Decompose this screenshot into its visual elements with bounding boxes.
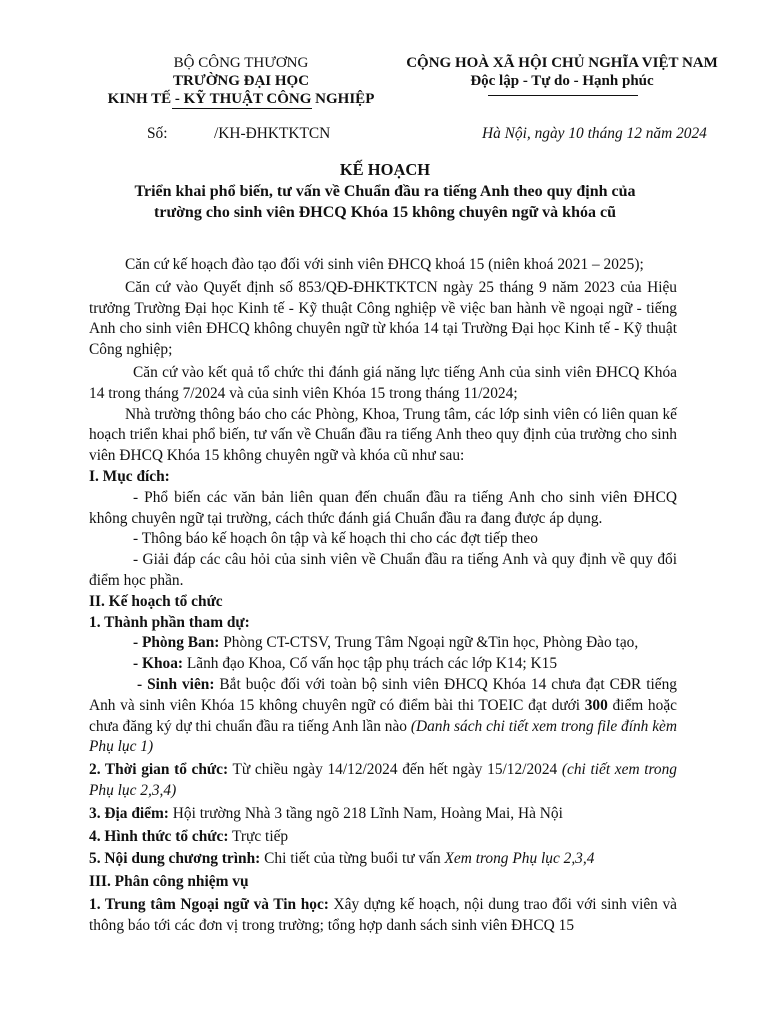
document-subtitle-line1: Triển khai phổ biến, tư vấn về Chuẩn đầu ra tiếng Anh theo quy định của [134,183,636,200]
program-appendix-note: Xem trong Phụ lục 2,3,4 [444,850,595,868]
document-title: KẾ HOẠCH [339,160,431,179]
national-motto-block [392,54,732,90]
participants-faculties [89,654,677,675]
issuer-underline [172,108,312,109]
document-title-block [80,160,690,223]
format-label: 4. Hình thức tổ chức: [89,827,229,845]
time-text: Từ chiều ngày 14/12/2024 đến hết ngày 15/12/2024 [228,761,562,779]
students-text-1: Bắt buộc đối với toàn bộ sinh viên ĐHCQ Khóa 14 chưa đạt CĐR tiếng Anh và sinh viên Khóa 15 không chuyên ngữ có điểm bài thi TOEIC đạt dưới [89,675,677,714]
purpose-item-3: - Giải đáp các câu hỏi của sinh viên về Chuẩn đầu ra tiếng Anh và quy định về quy đổi điểm học phần. [89,551,677,589]
basis-paragraph-3: Căn cứ vào kết quả tổ chức thi đánh giá năng lực tiếng Anh của sinh viên ĐHCQ Khóa 14 trong tháng 7/2024 và của sinh viên Khóa 15 trong tháng 11/2024; [89,363,677,402]
time-label: 2. Thời gian tổ chức: [89,761,229,779]
faculties-label: - Khoa: [133,655,184,673]
departments-label: - Phòng Ban: [133,634,220,652]
program-label: 5. Nội dung chương trình: [89,850,261,868]
program-text: Chi tiết của từng buổi tư vấn [260,850,445,868]
document-subtitle-line2: trường cho sinh viên ĐHCQ Khóa 15 không chuyên ngữ và khóa cũ [154,204,616,221]
country-name: CỘNG HOÀ XÃ HỘI CHỦ NGHĨA VIỆT NAM [406,55,718,71]
students-text-2: điểm hoặc chưa đăng ký dự thi chuẩn đầu ra tiếng Anh lần nào [89,696,677,735]
program-item [89,849,677,870]
basis-paragraph-2: Căn cứ vào Quyết định số 853/QĐ-ĐHKTKTCN ngày 25 tháng 9 năm 2023 của Hiệu trưởng Trường Đại học Kinh tế - Kỹ thuật Công nghiệp về việc ban hành về ngoại ngữ - tiếng Anh cho sinh viên ĐHCQ không chuyên ngữ từ khóa 14 tại Trường Đại học Kinh tế - Kỹ thuật Công nghiệp; [89,278,677,359]
language-center-label: 1. Trung tâm Ngoại ngữ và Tin học: [89,895,329,913]
language-center-text: Xây dựng kế hoạch, nội dung trao đổi với sinh viên và thông báo tới các đơn vị trong trường; tổng hợp danh sách sinh viên ĐHCQ 15 [89,895,677,934]
students-appendix-note: (Danh sách chi tiết xem trong file đính kèm Phụ lục 1) [89,717,678,756]
university-name-line1: TRƯỜNG ĐẠI HỌC [172,73,310,89]
participants-departments [89,633,677,654]
location-label: 3. Địa điểm: [89,804,169,822]
participants-heading: 1. Thành phần tham dự: [89,613,250,631]
location-item [89,804,677,825]
toeic-threshold: 300 [584,696,608,714]
purpose-item-2: - Thông báo kế hoạch ôn tập và kế hoạch thi cho các đợt tiếp theo [133,530,538,548]
motto-underline [488,95,638,96]
format-item [89,827,677,848]
departments-text: Phòng CT-CTSV, Trung Tâm Ngoại ngữ &Tin học, Phòng Đào tạo, [219,634,639,652]
format-text: Trực tiếp [228,827,289,845]
issuer-block [96,54,386,108]
time-item [89,760,677,802]
participants-students [89,675,677,758]
document-body [89,255,677,937]
location-text: Hội trường Nhà 3 tầng ngõ 218 Lĩnh Nam, Hoàng Mai, Hà Nội [168,804,563,822]
document-number-label: Số: [147,125,168,142]
time-appendix-note: (chi tiết xem trong Phụ lục 2,3,4) [89,761,678,799]
ministry-name: BỘ CÔNG THƯƠNG [173,55,309,71]
students-label: - Sinh viên: [137,675,215,693]
notice-paragraph: Nhà trường thông báo cho các Phòng, Khoa, Trung tâm, các lớp sinh viên có liên quan kế hoạch triển khai phổ biến, tư vấn về Chuẩn đầu ra tiếng Anh theo quy định của trường cho sinh viên ĐHCQ Khóa 15 không chuyên ngữ và khóa cũ như sau: [89,405,677,465]
basis-paragraph-1: Căn cứ kế hoạch đào tạo đối với sinh viên ĐHCQ khoá 15 (niên khoá 2021 – 2025); [125,256,644,273]
place-and-date: Hà Nội, ngày 10 tháng 12 năm 2024 [482,125,707,142]
section-3-heading: III. Phân công nhiệm vụ [89,873,249,891]
university-name-line2: KINH TẾ - KỸ THUẬT CÔNG NGHIỆP [107,91,375,107]
faculties-text: Lãnh đạo Khoa, Cố vấn học tập phụ trách các lớp K14; K15 [183,655,558,673]
motto: Độc lập - Tự do - Hạnh phúc [470,73,654,89]
document-number-code: /KH-ĐHKTKTCN [214,125,331,142]
language-center-task [89,895,677,937]
purpose-item-1: - Phổ biến các văn bản liên quan đến chuẩn đầu ra tiếng Anh cho sinh viên ĐHCQ không chuyên ngữ tại trường, cách thức đánh giá Chuẩn đầu ra đang được áp dụng. [89,488,677,527]
section-2-heading: II. Kế hoạch tổ chức [89,592,223,610]
section-1-heading: I. Mục đích: [89,467,170,485]
